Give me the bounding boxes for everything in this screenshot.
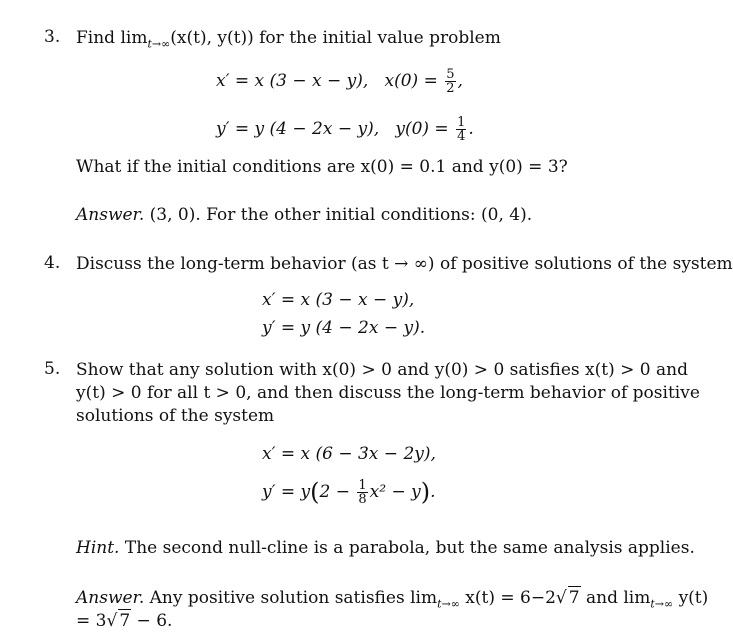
limit-sub-2: t→∞ xyxy=(650,597,674,611)
fraction-1-4 xyxy=(456,116,466,143)
answer-line2-suffix: − 6. xyxy=(131,611,173,631)
fraction-5-2 xyxy=(445,68,455,95)
problem-4-number: 4. xyxy=(44,253,61,273)
frac-num: 1 xyxy=(358,478,367,493)
problem-4-statement: Discuss the long-term behavior (as t → ∞) of positive solutions of the system xyxy=(76,254,733,274)
problem-3-eq2-ic: y(0) = xyxy=(395,119,449,139)
sqrt-sign: √ xyxy=(106,611,118,631)
eq2-mid: 2 − xyxy=(319,482,350,502)
problem-3-answer xyxy=(76,204,532,226)
problem-3-equation-2: y′ = y (4 − 2x − y), y(0) = $\frac{1}{4}$ . xyxy=(216,115,474,144)
radicand-2: 7 xyxy=(119,611,131,631)
hint-label: Hint. xyxy=(76,538,120,558)
problem-3-text-suffix: (x(t), y(t)) for the initial value problem xyxy=(170,28,501,48)
problem-4-equation-1: x′ = x (3 − x − y), xyxy=(262,290,415,310)
frac-num: 1 xyxy=(457,115,466,130)
limit-sub-1: t→∞ xyxy=(437,597,460,611)
problem-3-text-prefix: Find lim xyxy=(76,28,148,48)
problem-3-eq1-ic: x(0) = xyxy=(384,71,438,91)
answer-text: (3, 0). For the other initial conditions: (0, 4). xyxy=(149,205,533,225)
fraction-1-8 xyxy=(357,479,367,506)
problem-3-eq2-body: y′ = y (4 − 2x − y), xyxy=(216,119,380,139)
paren-close: ) xyxy=(420,478,431,506)
answer-part-4: y(t) xyxy=(673,588,709,608)
answer-label: Answer. xyxy=(76,588,145,608)
radicand-1: 7 xyxy=(568,588,580,608)
problem-3-equation-1: x′ = x (3 − x − y), x(0) = $\frac{5}{2}$ , xyxy=(216,67,463,96)
frac-num: 5 xyxy=(446,67,455,82)
hint-text: The second null-cline is a parabola, but the same analysis applies. xyxy=(124,538,695,558)
paren-open: ( xyxy=(310,478,320,506)
answer-line2-prefix: = 3 xyxy=(76,611,107,631)
problem-5-line-2: y(t) > 0 for all t > 0, and then discuss the long-term behavior of positive xyxy=(76,383,700,403)
problem-5-equation-1: x′ = x (6 − 3x − 2y), xyxy=(262,444,436,464)
answer-part-3: and lim xyxy=(580,588,651,608)
problem-5-hint xyxy=(76,537,695,559)
eq2-suffix: x² − y xyxy=(369,482,421,502)
problem-5-answer-line-2 xyxy=(76,609,172,632)
problem-3-statement xyxy=(76,27,501,55)
problem-5-line-3: solutions of the system xyxy=(76,406,275,426)
answer-label: Answer. xyxy=(76,205,145,225)
problem-3-number: 3. xyxy=(44,27,61,47)
eq2-prefix: y′ = y xyxy=(262,482,311,502)
sqrt-sign: √ xyxy=(555,588,567,608)
frac-den: 4 xyxy=(457,129,466,144)
frac-den: 2 xyxy=(446,81,455,96)
frac-den: 8 xyxy=(358,492,367,507)
answer-part-2: x(t) = 6−2 xyxy=(459,588,556,608)
problem-5-number: 5. xyxy=(44,359,61,379)
problem-3-eq1-body: x′ = x (3 − x − y), xyxy=(216,71,369,91)
problem-5-line-1: Show that any solution with x(0) > 0 and y(0) > 0 satisfies x(t) > 0 and xyxy=(76,360,688,380)
problem-3-question: What if the initial conditions are x(0) = 0.1 and y(0) = 3? xyxy=(76,157,568,177)
problem-3-limit-sub: t→∞ xyxy=(147,37,171,51)
problem-5-equation-2: y′ = y(2 − $\frac{1}{8}$ x² − y). xyxy=(262,478,436,507)
answer-part-1: Any positive solution satisfies lim xyxy=(149,588,438,608)
problem-4-equation-2: y′ = y (4 − 2x − y). xyxy=(262,318,426,338)
